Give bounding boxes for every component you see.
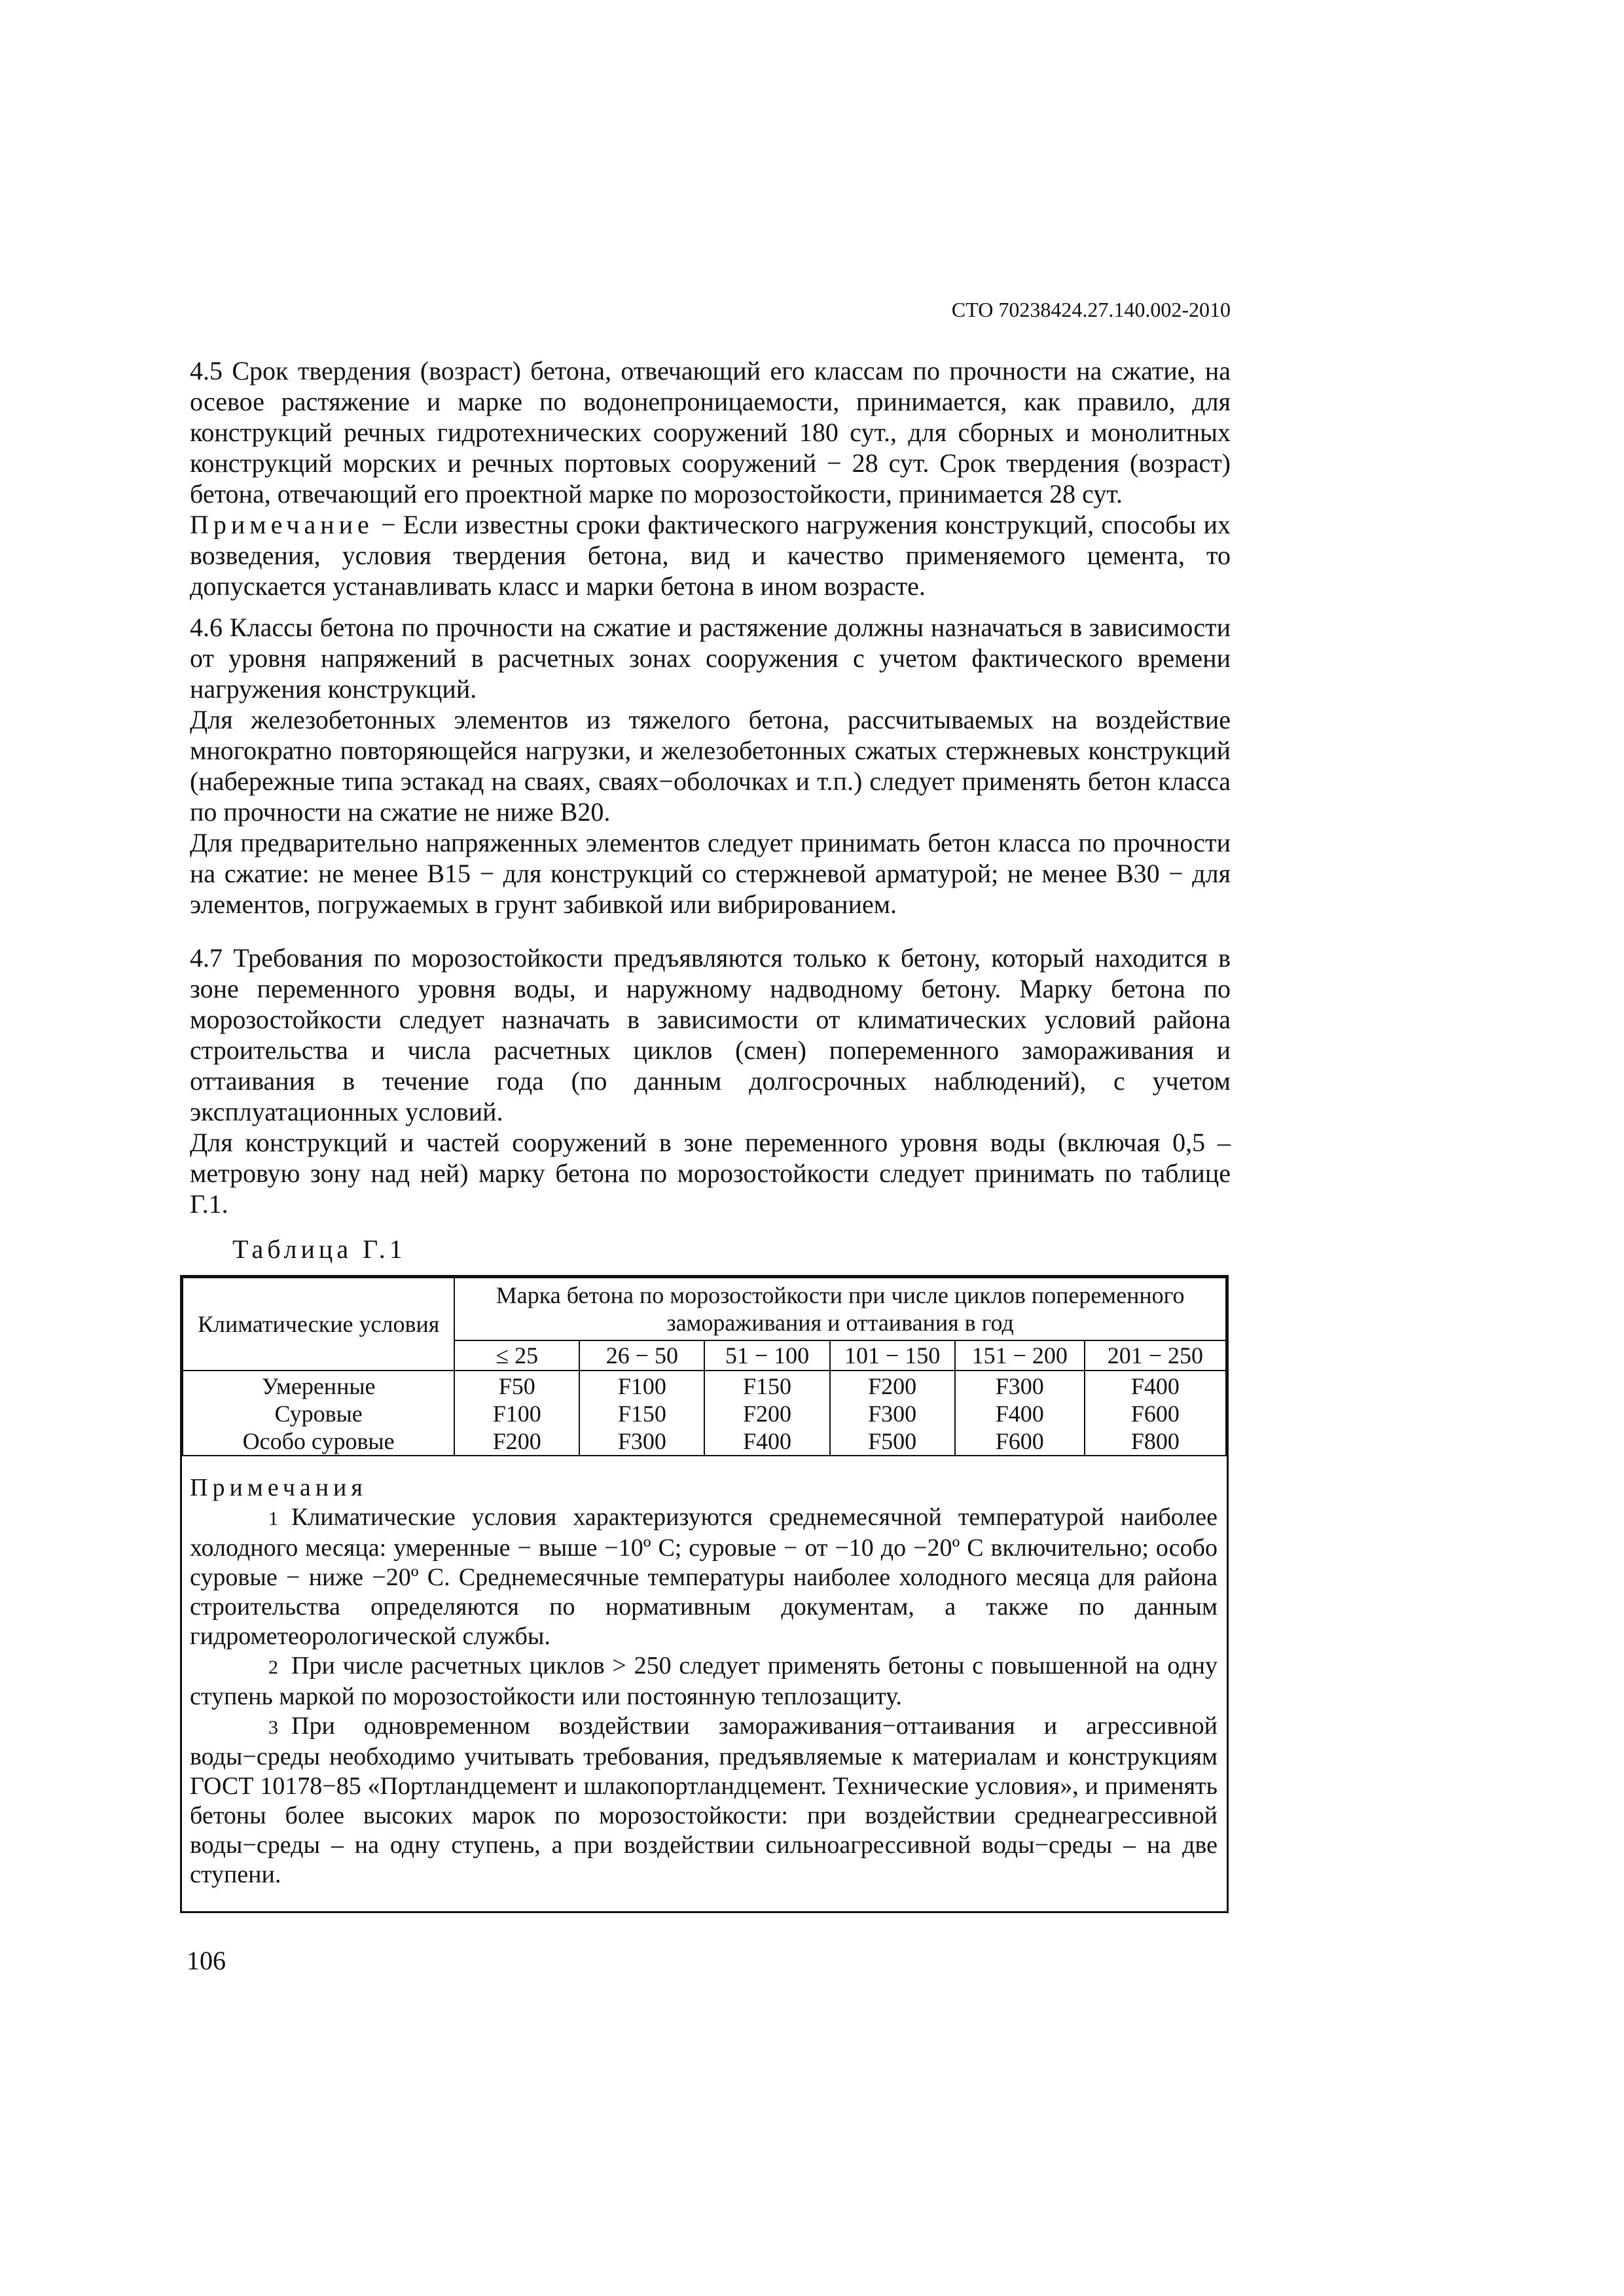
grade-cell: F400: [743, 1428, 792, 1454]
grade-cell: F150: [617, 1401, 666, 1427]
grade-cell: F800: [1130, 1428, 1180, 1454]
section-4-6-paragraph-1: 4.6 Классы бетона по прочности на сжатие и растяжение должны назначаться в зависимости от уровня напряжений в расчетных зонах сооружения с учетом фактического времени нагружения конструкций.: [190, 613, 1231, 704]
notes-title: Примечания: [190, 1474, 367, 1501]
condition-label: Особо суровые: [242, 1428, 395, 1454]
section-4-5-note: [190, 509, 1231, 601]
condition-label: Умеренные: [261, 1373, 376, 1399]
section-4-7-paragraph-1: 4.7 Требования по морозостойкости предъявляются только к бетону, который находится в зоне переменного уровня воды, и наружному надводному бетону. Марку бетона по морозостойкости следует назначать в зависимости от климатических условий района строительства и числа расчетных циклов (смен) попеременного замораживания и оттаивания в течение года (по данным долгосрочных наблюдений), с учетом эксплуатационных условий.: [190, 943, 1231, 1126]
grade-cell: F400: [995, 1401, 1044, 1427]
note-text: При числе расчетных циклов > 250 следует применять бетоны с повышенной на одну ступень маркой по морозостойкости или постоянную теплозащиту.: [190, 1652, 1218, 1710]
table-notes: [190, 1473, 1218, 1890]
cycle-header: ≤ 25: [454, 1340, 579, 1371]
note-item-3: [190, 1712, 1218, 1890]
grade-cell: F400: [1130, 1373, 1180, 1399]
cycle-header: 201 − 250: [1085, 1340, 1226, 1371]
condition-label: Суровые: [274, 1401, 363, 1427]
grade-column: [1085, 1371, 1226, 1456]
page-number: 106: [187, 1946, 226, 1975]
grade-column: [704, 1371, 829, 1456]
cycle-header: 151 − 200: [955, 1340, 1085, 1371]
note-text: При одновременном воздействии замораживания−оттаивания и агрессивной воды−среды необходимо учитывать требования, предъявляемые к материалам и конструкциям ГОСТ 10178−85 «Портландцемент и шлакопортландцемент. Технические условия», и применять бетоны более высоких марок по морозостойкости: при воздействии среднеагрессивной воды−среды – на одну ступень, а при воздействии сильноагрессивной воды−среды – на две ступени.: [190, 1712, 1218, 1888]
note-item-1: [190, 1503, 1218, 1651]
note-item-2: [190, 1651, 1218, 1712]
grade-cell: F200: [868, 1373, 917, 1399]
note-number: 3: [268, 1717, 278, 1738]
grade-column: [955, 1371, 1085, 1456]
cycle-header: 51 − 100: [704, 1340, 829, 1371]
note-text: − Если известны сроки фактического нагружения конструкций, способы их возведения, условия твердения бетона, вид и качество применяемого цемента, то допускается устанавливать класс и марки бетона в ином возрасте.: [190, 510, 1231, 601]
grade-cell: F150: [743, 1373, 792, 1399]
section-4-5: [190, 355, 1231, 601]
grade-cell: F600: [1130, 1401, 1180, 1427]
grade-cell: F200: [743, 1401, 792, 1427]
grade-cell: F200: [492, 1428, 541, 1454]
grade-column: [579, 1371, 704, 1456]
grade-cell: F300: [617, 1428, 666, 1454]
frost-grade-group-header: Марка бетона по морозостойкости при числе циклов попеременного замораживания и оттаивания в год: [454, 1278, 1226, 1340]
grade-column: [830, 1371, 955, 1456]
grade-cell: F100: [492, 1401, 541, 1427]
table-frame: [180, 1275, 1229, 1913]
conditions-cell: [183, 1371, 454, 1456]
note-number: 2: [268, 1657, 278, 1678]
frost-resistance-table: [182, 1277, 1227, 1456]
grade-cell: F300: [868, 1401, 917, 1427]
section-4-6-paragraph-3: Для предварительно напряженных элементов следует принимать бетон класса по прочности на сжатие: не менее B15 − для конструкций со стержневой арматурой; не менее B30 − для элементов, погружаемых в грунт забивкой или вибрированием.: [190, 828, 1231, 919]
note-text: Климатические условия характеризуются среднемесячной температурой наиболее холодного месяца: умеренные − выше −10º С; суровые − от −10 до −20º С включительно; особо суровые − ниже −20º С. Среднемесячные температуры наиболее холодного месяца для района строительства определяются по нормативным документам, а также по данным гидрометеорологической службы.: [190, 1503, 1218, 1650]
section-4-6: [190, 612, 1231, 920]
grade-cell: F50: [498, 1373, 535, 1399]
document-code-header: СТО 70238424.27.140.002-2010: [951, 298, 1231, 321]
grade-cell: F300: [995, 1373, 1044, 1399]
grade-cell: F500: [868, 1428, 917, 1454]
note-label: Примечание: [190, 510, 374, 539]
climate-conditions-header: Климатические условия: [183, 1278, 454, 1371]
section-4-7: [190, 942, 1231, 1219]
grade-column: [454, 1371, 579, 1456]
section-4-6-paragraph-2: Для железобетонных элементов из тяжелого бетона, рассчитываемых на воздействие многократно повторяющейся нагрузки, и железобетонных сжатых стержневых конструкций (набережные типа эстакад на сваях, сваях−оболочках и т.п.) следует применять бетон класса по прочности на сжатие не ниже B20.: [190, 705, 1231, 827]
section-4-5-text: 4.5 Срок твердения (возраст) бетона, отвечающий его классам по прочности на сжатие, на осевое растяжение и марке по водонепроницаемости, принимается, как правило, для конструкций речных гидротехнических сооружений 180 сут., для сборных и монолитных конструкций морских и речных портовых сооружений − 28 сут. Срок твердения (возраст) бетона, отвечающий его проектной марке по морозостойкости, принимается 28 сут.: [190, 356, 1231, 509]
grade-cell: F100: [617, 1373, 666, 1399]
grade-cell: F600: [995, 1428, 1044, 1454]
note-number: 1: [268, 1508, 278, 1530]
cycle-header: 101 − 150: [830, 1340, 955, 1371]
table-caption: Таблица Г.1: [232, 1234, 406, 1264]
section-4-7-paragraph-2: Для конструкций и частей сооружений в зоне переменного уровня воды (включая 0,5 – метровую зону над ней) марку бетона по морозостойкости следует принимать по таблице Г.1.: [190, 1128, 1231, 1219]
cycle-header: 26 − 50: [579, 1340, 704, 1371]
